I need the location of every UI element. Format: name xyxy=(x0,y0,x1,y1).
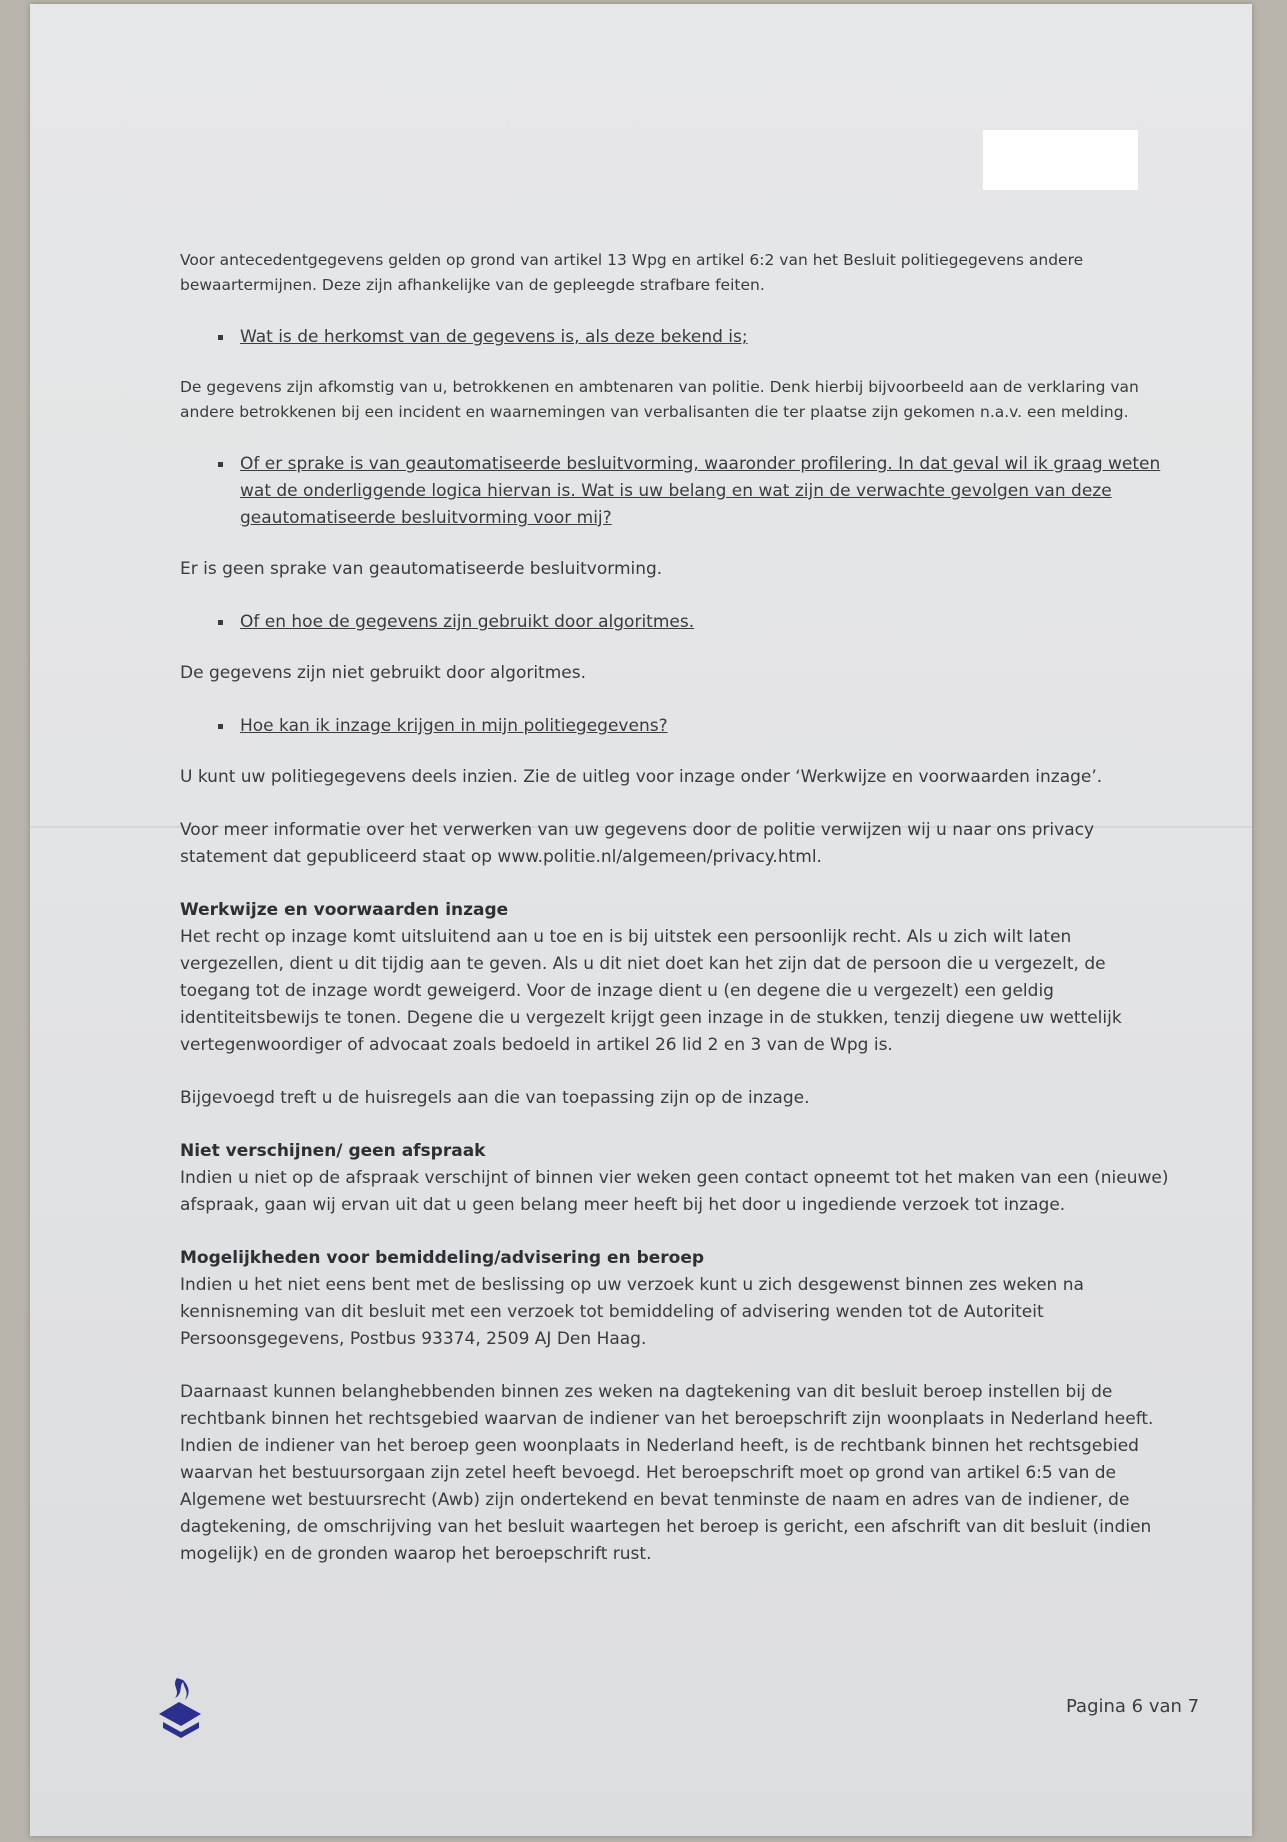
answer-besluitvorming: Er is geen sprake van geautomatiseerde besluitvorming. xyxy=(180,559,663,579)
answer-herkomst: De gegevens zijn afkomstig van u, betrokkenen en ambtenaren van politie. Denk hierbij bijvoorbeeld aan de verklaring van andere betrokkenen bij een incident en waarnemingen van verbalisanten die ter plaatse zijn gekomen n.a.v. een melding. xyxy=(180,378,1139,421)
bullet-icon xyxy=(218,462,223,467)
heading-werkwijze: Werkwijze en voorwaarden inzage xyxy=(180,900,509,920)
bullet-icon xyxy=(218,335,223,340)
question-herkomst: Wat is de herkomst van de gegevens is, als deze bekend is; xyxy=(218,324,1180,351)
bullet-icon xyxy=(218,620,223,625)
answer-inzage: U kunt uw politiegegevens deels inzien. Zie de uitleg voor inzage onder ‘Werkwijze en voorwaarden inzage’. xyxy=(180,767,1103,787)
question-algoritmes: Of en hoe de gegevens zijn gebruikt door algoritmes. xyxy=(218,609,1180,636)
question-besluitvorming: Of er sprake is van geautomatiseerde besluitvorming, waaronder profilering. In dat geval wil ik graag weten wat de onderliggende logica hiervan is. Wat is uw belang en wat zijn de verwachte gevolgen van deze geautomatiseerde besluitvorming voor mij? xyxy=(218,451,1180,532)
paragraph-huisregels: Bijgevoegd treft u de huisregels aan die van toepassing zijn op de inzage. xyxy=(180,1088,810,1108)
paragraph-antecedent: Voor antecedentgegevens gelden op grond van artikel 13 Wpg en artikel 6:2 van het Besluit politiegegevens andere bewaartermijnen. Deze zijn afhankelijke van de gepleegde strafbare feiten. xyxy=(180,251,1084,294)
text-niet-verschijnen: Indien u niet op de afspraak verschijnt of binnen vier weken geen contact opneemt tot het maken van een (nieuwe) afspraak, gaan wij ervan uit dat u geen belang meer heeft bij het door u ingediende verzoek tot inzage. xyxy=(180,1168,1169,1215)
question-inzage: Hoe kan ik inzage krijgen in mijn politiegegevens? xyxy=(218,713,1180,740)
text-werkwijze: Het recht op inzage komt uitsluitend aan u toe en is bij uitstek een persoonlijk recht. Als u zich wilt laten vergezellen, dient u dit tijdig aan te geven. Als u dit niet doet kan het zijn dat de persoon die u vergezelt, de toegang tot de inzage wordt geweigerd. Voor de inzage dient u (en degene die u vergezelt) een geldig identiteitsbewijs te tonen. Degene die u vergezelt krijgt geen inzage in de stukken, tenzij diegene uw wettelijk vertegenwoordiger of advocaat zoals bedoeld in artikel 26 lid 2 en 3 van de Wpg is. xyxy=(180,927,1122,1055)
page-number: Pagina 6 van 7 xyxy=(1066,1696,1200,1717)
section-bemiddeling xyxy=(180,1245,1180,1353)
paragraph-beroep: Daarnaast kunnen belanghebbenden binnen zes weken na dagtekening van dit besluit beroep instellen bij de rechtbank binnen het rechtsgebied waarvan de indiener van het beroepschrift zijn woonplaats in Nederland heeft. Indien de indiener van het beroep geen woonplaats in Nederland heeft, is de rechtbank binnen het rechtsgebied waarvan het bestuursorgaan zijn zetel heeft bevoegd. Het beroepschrift moet op grond van artikel 6:5 van de Algemene wet bestuursrecht (Awb) zijn ondertekend en bevat tenminste de naam en adres van de indiener, de dagtekening, de omschrijving van het besluit waartegen het beroep is gericht, een afschrift van dit besluit (indien mogelijk) en de gronden waarop het beroepschrift rust. xyxy=(180,1382,1154,1564)
bullet-icon xyxy=(218,724,223,729)
text-bemiddeling: Indien u het niet eens bent met de beslissing op uw verzoek kunt u zich desgewenst binnen zes weken na kennisneming van dit besluit met een verzoek tot bemiddeling of advisering wenden tot de Autoriteit Persoonsgegevens, Postbus 93374, 2509 AJ Den Haag. xyxy=(180,1275,1084,1349)
heading-niet-verschijnen: Niet verschijnen/ geen afspraak xyxy=(180,1141,486,1161)
police-logo-icon xyxy=(155,1676,205,1738)
answer-algoritmes: De gegevens zijn niet gebruikt door algoritmes. xyxy=(180,663,586,683)
redaction-box xyxy=(983,130,1138,190)
paragraph-privacy: Voor meer informatie over het verwerken van uw gegevens door de politie verwijzen wij u naar ons privacy statement dat gepubliceerd staat op www.politie.nl/algemeen/privacy.html. xyxy=(180,820,1095,867)
letter-body xyxy=(180,248,1180,1594)
section-niet-verschijnen xyxy=(180,1138,1180,1219)
heading-bemiddeling: Mogelijkheden voor bemiddeling/advisering en beroep xyxy=(180,1248,705,1268)
section-werkwijze xyxy=(180,897,1180,1059)
